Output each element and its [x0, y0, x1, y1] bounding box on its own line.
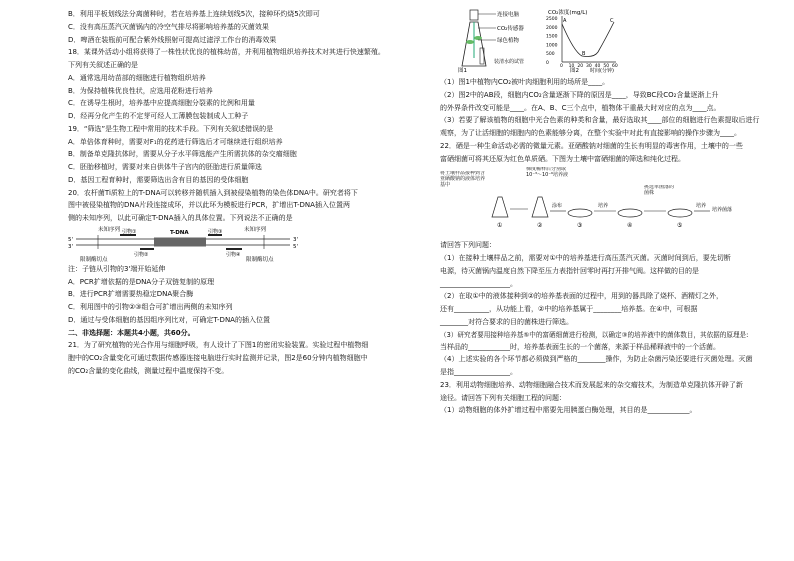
end-5-upper: 5'	[68, 236, 74, 243]
option-d: D．基因工程育种时，需要筛选出含有目的基因的受体细胞	[68, 175, 249, 184]
primer-2-label: 引物②	[134, 251, 149, 258]
end-3-upper: 3'	[293, 236, 299, 243]
right-column	[440, 6, 794, 415]
q21-part2: （2）图2中的AB段，细胞内CO₂含量逐渐下降的原因是____，导致BC段CO₂含量逐渐上升	[440, 90, 719, 99]
text-line: 胞中的CO₂含量变化可通过数据传感器连接电脑进行实时监测并记录，图2是60分钟内植物细胞中	[68, 354, 368, 362]
option-b: B．为保持植株优良性状，应选用花粉进行培养	[68, 86, 213, 95]
option-d: D．经再分化产生的不定芽可经人工薄膜包装制成人工种子	[68, 112, 249, 120]
flask-1	[492, 197, 508, 217]
option-c: C．利用图中的引物②③组合可扩增出两侧的未知序列	[68, 303, 233, 311]
sensor-box	[470, 10, 478, 20]
figure-svg	[440, 8, 794, 74]
section-heading: 二、非选择题：本题共4小题，共60分。	[68, 328, 195, 337]
selection-flow-diagram	[440, 167, 794, 237]
y-tick-label: 0	[546, 61, 549, 66]
end-5-lower: 5'	[293, 243, 299, 250]
q22-part4: （4）上述实验的各个环节都必须做到严格的________操作，为防止杂菌污染还要进行灭菌处理。灭菌	[440, 355, 753, 364]
flow-num-1: ①	[497, 222, 503, 230]
y-tick-label: 1000	[546, 43, 558, 49]
text-line: 电源，待灭菌锅内温度自然下降至压力表指针回零时再打开排气阀。这样做的目的是	[440, 266, 699, 275]
flow-num-2: ②	[537, 222, 543, 230]
text-line: 的外界条件改变可能是____。在A、B、C三个点中，植物体干重最大时对应的点为____点。	[440, 103, 721, 112]
option-a: A．通常选用幼苗部的细胞进行植物组织培养	[68, 73, 206, 82]
q22-part3: （3）研究者要用接种培养基⑤中的富硒细菌进行检测，以确定③的培养液中的菌体数目，其依据的原理是:	[440, 330, 749, 339]
cut-site-left-label: 限制酶切点	[80, 256, 108, 263]
q22-part1: （1）在接种土壤样品之前，需要对①中的培养基进行高压蒸汽灭菌。灭菌时间到后，要先切断	[440, 254, 731, 262]
flow-step-e: 培养	[696, 203, 707, 210]
text-line: C．没有高压蒸汽灭菌锅内的冷空气排尽将影响培养基的灭菌效果	[68, 22, 269, 31]
primer-2-mark	[140, 248, 154, 250]
primer-4-label: 引物④	[226, 251, 241, 258]
y-tick-label: 1500	[546, 34, 558, 40]
flow-svg	[440, 167, 740, 237]
question-19: 19．“筛选”是生物工程中常用的技术手段。下列有关叙述错误的是	[68, 124, 274, 133]
question-18: 18．某课外活动小组将获得了一株性状优良的植株幼苗，并利用植物组织培养技术对其进行快速繁殖。	[68, 48, 385, 57]
x-tick-label: 30	[586, 64, 592, 69]
option-d: D．通过与受体细胞的基因组序列比对，可确定T-DNA的插入位置	[68, 315, 270, 324]
option-c: C．胚胎移植时，需要对来自供体牛子宫内的胚胎进行质量筛选	[68, 163, 262, 171]
primer-1-label: 引物①	[122, 228, 137, 235]
text-line: 侧的未知序列，以此可确定T-DNA插入的具体位置。下列说法不正确的是	[68, 214, 293, 222]
option-c: C．在诱导生根时，培养基中应提高细胞分裂素的比例和用量	[68, 99, 255, 108]
text-line: 的CO₂含量的变化曲线，测量过程中温度保持不变。	[68, 366, 229, 375]
option-b: B．制备单克隆抗体时，需要从分子水平筛选能产生所需抗体的杂交瘤细胞	[68, 150, 297, 159]
flow-num-4: ④	[627, 222, 633, 230]
question-21: 21．为了研究植物的光合作用与细胞呼吸，有人设计了下图1的密闭实验装置。实验过程中植物细	[68, 341, 369, 350]
left-column	[68, 6, 428, 376]
y-tick-label: 500	[546, 52, 555, 58]
tdna-diagram-svg	[68, 225, 308, 263]
primer-4-mark	[226, 248, 242, 250]
y-tick-label: 2000	[546, 25, 558, 31]
question-22: 22．硒是一种生命活动必需的微量元素。亚硒酸钠对细菌的生长有明显的毒害作用，土壤中的一些	[440, 141, 743, 150]
text-line: 当样品的____________时，培养基表面生长的一个菌落，来源于样品稀释液中的一个活菌。	[440, 342, 720, 351]
flow-step-d: 挑选单菌落的菌株	[644, 185, 675, 196]
x-tick-label: 0	[560, 64, 563, 69]
end-3-lower: 3'	[68, 243, 74, 250]
flow-step-b: 涂布	[552, 203, 563, 210]
plate-5	[668, 209, 692, 217]
x-tick-label: 10	[568, 64, 575, 69]
question-20: 20．农杆菌Ti质粒上的T-DNA可以转移并随机插入到被侵染植物的染色体DNA中。研究者将下	[68, 188, 358, 197]
tdna-label: T-DNA	[170, 229, 189, 236]
flow-num-5: ⑤	[677, 222, 683, 230]
text-line: 图中被侵染植物的DNA片段连接成环，并以此环为模板进行PCR，扩增出T-DNA插入位置两	[68, 201, 350, 210]
note-line: 注：子链从引物的3'端开始延伸	[68, 264, 166, 273]
point-a-label: A	[563, 18, 567, 24]
text-line: 下列有关叙述正确的是	[68, 61, 138, 69]
flow-step-f: 培养菌落	[712, 207, 733, 214]
figure-1-2	[440, 8, 794, 74]
fig1-caption: 图1	[458, 68, 467, 74]
chart-x-title: 时间(分钟)	[590, 68, 614, 74]
leaf-left	[466, 40, 474, 44]
flow-start-text: 将土壤样品接种到含亚硒酸钠的液体培养基中	[440, 171, 486, 188]
label-tube: 装清水的试管	[494, 59, 525, 65]
label-sensor: CO₂传感器	[497, 26, 524, 32]
question-23: 23．利用动物细胞培养、动物细胞融合技术而发展起来的杂交瘤技术，为制造单克隆抗体开辟了新	[440, 380, 743, 389]
text-line: 请回答下列问题：	[440, 241, 496, 250]
text-line: D．啤酒在装瓶前可配合紫外线照射可提高过滤浮工作台的消毒效果	[68, 35, 277, 44]
point-c-label: C	[610, 18, 614, 24]
x-tick-label: 50	[603, 64, 610, 69]
primer-3-label: 引物③	[208, 228, 223, 235]
x-tick-label: 40	[594, 64, 601, 69]
x-tick-label: 20	[577, 64, 584, 69]
leaf-right	[474, 36, 482, 40]
label-computer: 连接电脑	[497, 12, 520, 18]
cut-site-right-label: 限制酶切点	[246, 256, 274, 263]
option-b: B．进行PCR扩增需要热稳定DNA聚合酶	[68, 290, 194, 299]
flow-step-c: 培养	[598, 203, 609, 210]
flow-num-3: ③	[577, 222, 583, 230]
point-b-label: B	[582, 51, 586, 57]
q22-part2: （2）在取①中的液体接种到②的培养基表面的过程中，用到的器具除了烧杯、酒精灯之外，	[440, 292, 724, 301]
label-plant: 绿色植物	[497, 38, 520, 44]
chart-y-title: CO₂浓度(mg/L)	[548, 10, 588, 16]
text-line: 富硒细菌可将其还原为红色单质硒。下图为土壤中富硒细菌的筛选和纯化过程。	[440, 154, 685, 163]
flask-2	[532, 197, 548, 217]
text-line: B．利用平板划线法分离菌种时，若在培养基上连续划线5次，接种环灼烧5次即可	[68, 10, 320, 18]
answer-blank: ____________________。	[440, 279, 517, 288]
text-line: 还有__________，从功能上看，②中的培养基属于________培养基。在④中，可根据	[440, 305, 698, 313]
text-line: ________对符合要求的目的菌株进行筛选。	[440, 317, 573, 326]
unknown-seq-left-label: 未知序列	[98, 226, 121, 233]
fig2-caption: 图2	[570, 68, 579, 74]
text-line: 是指________________。	[440, 368, 517, 377]
option-a: A．PCR扩增依据的是DNA分子双链复制的原理	[68, 277, 215, 286]
q23-part1: （1）动物细胞的体外扩增过程中需要先用胰蛋白酶处理，其目的是____________。	[440, 406, 697, 415]
plate-4	[618, 209, 642, 217]
y-tick-label: 2500	[546, 17, 558, 22]
text-line: 观察，为了让活细胞的细胞内的色素能够分离，在整个实验中对此有直接影响的操作步骤为____。	[440, 129, 741, 137]
option-a: A．单倍体育种时，需要对F₁的花药进行筛选后才可继续进行组织培养	[68, 137, 283, 146]
flow-dilution-text: 梯度稀释后分别取10⁻³～10⁻⁶培养液	[526, 167, 569, 178]
text-line: 途径。请回答下列有关细胞工程的问题：	[440, 393, 566, 402]
co2-curve	[562, 22, 614, 57]
tdna-block	[154, 237, 206, 246]
q21-part1: （1）图1中植物内CO₂被叶肉细胞利用的场所是____。	[440, 78, 610, 86]
x-tick-label: 60	[612, 64, 618, 69]
tdna-diagram	[68, 225, 428, 263]
y-ticks	[546, 16, 558, 66]
q21-part3: （3）若要了解该植物的细胞中光合色素的种类和含量，最好选取其____部位的细胞进行色素提取后进行	[440, 116, 760, 125]
plate-3	[568, 209, 592, 217]
unknown-seq-right-label: 未知序列	[244, 226, 267, 233]
